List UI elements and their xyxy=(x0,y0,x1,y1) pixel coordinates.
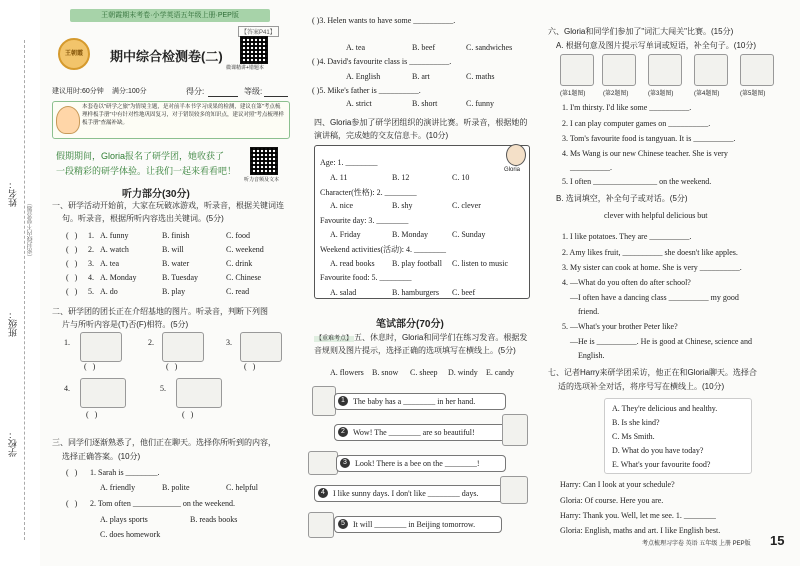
grade-blank xyxy=(264,96,288,97)
c2-q3-b: B. beef xyxy=(412,43,436,52)
s6-picture-2 xyxy=(602,54,636,86)
page-title: 期中综合检测卷(二) xyxy=(110,49,223,64)
card-day-b: B. Monday xyxy=(392,230,428,239)
s6-picture-5 xyxy=(740,54,774,86)
answer-tag: 【答案P41】 xyxy=(238,26,279,37)
s2-item5-num: 5. xyxy=(160,384,166,393)
s1-row3-num: 3. xyxy=(88,259,94,268)
section5-title xyxy=(314,332,527,343)
s3-q1-a: A. friendly xyxy=(100,483,136,492)
s1-row5-c: C. read xyxy=(226,287,250,296)
card-character: Character(性格): 2. ________ xyxy=(320,188,417,197)
s5-sentence-2 xyxy=(334,424,514,441)
s7-option-e: E. What's your favourite food? xyxy=(612,460,711,469)
page-number: 15 xyxy=(770,533,785,548)
s5-num-4: 4 xyxy=(318,488,328,498)
intro-character xyxy=(56,106,80,134)
s6-pic-label-1: (第1题图) xyxy=(560,91,586,97)
s6b-item-4c: friend. xyxy=(578,307,600,316)
s5-text-1: The baby has a ________ in her hand. xyxy=(353,397,476,406)
s5-sentence-1 xyxy=(334,393,506,410)
s6a-item-3: 3. Tom's favourite food is tangyuan. It is __________. xyxy=(562,134,736,143)
s1-row4-a: A. Monday xyxy=(100,273,137,282)
s1-row5-a: A. do xyxy=(100,287,118,296)
s6-picture-4 xyxy=(694,54,728,86)
s7-dialogue-3: Harry: Thank you. Well, let me see. 1. ________ xyxy=(560,511,716,520)
section7-title-2: 适的选项补全对话，将序号写在横线上。(10分) xyxy=(558,382,725,391)
s2-item2-bracket[interactable]: ( ) xyxy=(166,362,178,371)
s1-row5-bracket[interactable]: ( ) xyxy=(66,287,78,296)
s1-row1-b: B. finish xyxy=(162,231,190,240)
gloria-avatar xyxy=(506,144,526,166)
s7-option-b: B. Is she kind? xyxy=(612,418,660,427)
section5-title-2: 音规则及图片提示，选择正确的选项填写在横线上。(5分) xyxy=(314,346,516,355)
s5-text-2: Wow! The ________ are so beautiful! xyxy=(353,428,475,437)
gloria-label: Gloria xyxy=(504,167,521,173)
s7-dialogue-1: Harry: Can I look at your schedule? xyxy=(560,480,675,489)
s6b-word-bank: clever with helpful delicious but xyxy=(604,211,708,220)
s5-num-1: 1 xyxy=(338,396,348,406)
s7-dialogue-2: Gloria: Of course. Here you are. xyxy=(560,496,664,505)
s3-q1-bracket[interactable]: ( ) xyxy=(66,468,78,477)
s6a-item-4b: __________. xyxy=(570,163,612,172)
section7-title: 七、记者Harry来研学团采访，他正在和Gloria聊天。选择合 xyxy=(548,368,757,377)
s1-row3-bracket[interactable]: ( ) xyxy=(66,259,78,268)
full-score: 满分:100分 xyxy=(112,88,147,95)
section2-title: 二、研学团的团长正在介绍基地的图片。听录音，判断下列图 xyxy=(52,307,268,316)
time-limit: 建议用时:60分钟 xyxy=(52,88,104,95)
listening-heading: 听力部分(30分) xyxy=(122,189,190,200)
s1-row4-num: 4. xyxy=(88,273,94,282)
s5-num-2: 2 xyxy=(338,427,348,437)
story-line-2: 一段精彩的研学体验。让我们一起来看看吧！ xyxy=(56,166,237,176)
card-character-b: B. shy xyxy=(392,201,413,210)
s5-text-5: It will ________ in Beijing tomorrow. xyxy=(353,520,476,529)
c2-q4-a: A. English xyxy=(346,72,381,81)
c2-q4-c: C. maths xyxy=(466,72,495,81)
s5-text-3: Look! There is a bee on the ________! xyxy=(355,459,480,468)
score-label: 得分: xyxy=(186,87,205,96)
card-activities-a: A. read books xyxy=(330,259,375,268)
s5-num-3: 3 xyxy=(340,458,350,468)
section6-part-b: B. 选词填空，补全句子或对话。(5分) xyxy=(556,194,688,203)
s6b-item-5b: —He is __________. He is good at Chinese, science and xyxy=(570,337,752,346)
c2-q4: ( )4. David's favourite class is __________. xyxy=(312,57,452,66)
section3-title-2: 选择正确答案。(10分) xyxy=(62,452,141,461)
footer-text: 考点梳理习字卷 英语 五年级 上册 PEP版 xyxy=(642,541,751,547)
s1-row4-c: C. Chinese xyxy=(226,273,262,282)
s2-item3-num: 3. xyxy=(226,338,232,347)
card-character-c: C. clever xyxy=(452,201,481,210)
s1-row1-c: C. food xyxy=(226,231,250,240)
s3-q2-b: B. reads books xyxy=(190,515,238,524)
binding-school-label: 学校： xyxy=(8,430,18,457)
s1-row5-b: B. play xyxy=(162,287,186,296)
card-activities-c: C. listen to music xyxy=(452,259,508,268)
s6b-item-5: 5. —What's your brother Peter like? xyxy=(562,322,678,331)
s5-option-d: D. windy xyxy=(448,368,478,377)
card-day-a: A. Friday xyxy=(330,230,361,239)
s2-item3-bracket[interactable]: ( ) xyxy=(244,362,256,371)
s7-dialogue-4: Gloria: English, maths and art. I like English best. xyxy=(560,526,721,535)
s5-sentence-5 xyxy=(334,516,502,533)
c2-q5-a: A. strict xyxy=(346,99,372,108)
card-food-c: C. beef xyxy=(452,288,476,297)
header-qr-code xyxy=(240,36,268,64)
s2-picture-3 xyxy=(240,332,282,362)
c2-q3-c: C. sandwiches xyxy=(466,43,513,52)
s1-row1-a: A. funny xyxy=(100,231,129,240)
s2-item5-bracket[interactable]: ( ) xyxy=(182,410,194,419)
s1-row2-b: B. will xyxy=(162,245,184,254)
s5-picture-2 xyxy=(502,414,528,446)
story-line-1: 假期期间，Gloria报名了研学团，她收获了 xyxy=(56,151,225,161)
s5-option-c: C. sheep xyxy=(410,368,438,377)
s5-picture-4 xyxy=(500,476,528,504)
card-food: Favourite food: 5. ________ xyxy=(320,273,412,282)
s2-item4-bracket[interactable]: ( ) xyxy=(86,410,98,419)
s3-q2-a: A. plays sports xyxy=(100,515,148,524)
section1-title: 一、研学活动开始前，大家在玩破冰游戏，听录音，根据关键词连 xyxy=(52,201,284,210)
s1-row2-c: C. weekend xyxy=(226,245,264,254)
c2-q3-a: A. tea xyxy=(346,43,366,52)
score-blank xyxy=(208,96,238,97)
s2-picture-1 xyxy=(80,332,122,362)
s5-option-e: E. candy xyxy=(486,368,514,377)
card-day-c: C. Sunday xyxy=(452,230,486,239)
s1-row2-a: A. watch xyxy=(100,245,129,254)
s6-pic-label-5: (第5题图) xyxy=(740,91,766,97)
section6-part-a: A. 根据句意及图片提示写单词或短语，补全句子。(10分) xyxy=(556,41,757,50)
s6-pic-label-3: (第3题图) xyxy=(648,91,674,97)
s6b-item-4: 4. —What do you often do after school? xyxy=(562,278,691,287)
s1-row2-num: 2. xyxy=(88,245,94,254)
s1-row1-num: 1. xyxy=(88,231,94,240)
s1-row4-bracket[interactable]: ( ) xyxy=(66,273,78,282)
s6-pic-label-2: (第2题图) xyxy=(603,91,629,97)
s5-option-b: B. snow xyxy=(372,368,399,377)
s3-q1-c: C. helpful xyxy=(226,483,258,492)
margin-strip xyxy=(0,0,40,566)
card-food-b: B. hamburgers xyxy=(392,288,439,297)
s2-picture-5 xyxy=(176,378,222,408)
card-activities: Weekend activities(活动): 4. ________ xyxy=(320,245,446,254)
s5-sentence-3 xyxy=(336,455,506,472)
card-age-c: C. 10 xyxy=(452,173,470,182)
s6-pic-label-4: (第4题图) xyxy=(694,91,720,97)
s3-q1-b: B. polite xyxy=(162,483,190,492)
s5-text-4: I like sunny days. I don't like ________ days. xyxy=(333,489,479,498)
s6-picture-1 xyxy=(560,54,594,86)
c2-q3: ( )3. Helen wants to have some __________. xyxy=(312,16,456,25)
section4-title-2: 演讲稿，完成她的交友信息卡。(10分) xyxy=(314,131,449,140)
s5-picture-1 xyxy=(312,386,336,416)
s1-row3-a: A. tea xyxy=(100,259,120,268)
s3-q2: 2. Tom often ____________ on the weekend. xyxy=(90,499,236,508)
s7-option-a: A. They're delicious and healthy. xyxy=(612,404,718,413)
header-banner: 王朝霞期末考卷·小学英语五年级上册·PEP版 xyxy=(70,9,270,22)
s6b-item-2: 2. Amy likes fruit, __________ she doesn't like apples. xyxy=(562,248,738,257)
s2-item4-num: 4. xyxy=(64,384,70,393)
s1-row3-b: B. water xyxy=(162,259,190,268)
s6b-item-3: 3. My sister can cook at home. She is very __________. xyxy=(562,263,742,272)
s6a-item-4: 4. Ms Wang is our new Chinese teacher. She is very xyxy=(562,149,728,158)
s5-picture-3 xyxy=(308,451,338,475)
s2-item2-num: 2. xyxy=(148,338,154,347)
binding-name-label: 姓名： xyxy=(8,180,18,207)
card-day: Favourite day: 3. ________ xyxy=(320,216,409,225)
section3-title: 三、同学们逐渐熟悉了，他们正在聊天。选择你所听到的内容， xyxy=(52,438,276,447)
s6a-item-1: 1. I'm thirsty. I'd like some __________. xyxy=(562,103,692,112)
intro-text: 本套卷以"研学之旅"为情境主题，是对前半本书学习成果的检测，建议在第"考点梳理样板手册"中有针对性地巩固复习，对于错误较多的知识点，建议对照"考点梳理样板手册"查漏补缺。 xyxy=(82,104,284,126)
s6b-item-4b: —I often have a dancing class __________ my good xyxy=(570,293,739,302)
card-activities-b: B. play football xyxy=(392,259,442,268)
section1-title-2: 句。听录音，根据所听内容选出关键词。(5分) xyxy=(62,214,224,223)
s2-item1-num: 1. xyxy=(64,338,70,347)
section2-title-2: 片与所听内容是(T)否(F)相符。(5分) xyxy=(62,320,189,329)
audio-qr-caption: 听力音频及文本 xyxy=(244,177,280,183)
grade-label: 等级: xyxy=(244,87,263,96)
c2-q5-c: C. funny xyxy=(466,99,494,108)
s6b-item-5c: English. xyxy=(578,351,605,360)
s6b-item-1: 1. I like potatoes. They are __________. xyxy=(562,232,692,241)
s3-q2-bracket[interactable]: ( ) xyxy=(66,499,78,508)
s6a-item-2: 2. I can play computer games on __________. xyxy=(562,119,711,128)
s1-row1-bracket[interactable]: ( ) xyxy=(66,231,78,240)
section4-title: 四、Gloria参加了研学团组织的演讲比赛。听录音，根据她的 xyxy=(314,118,528,127)
header-qr-caption: 微课精讲+错题本 xyxy=(226,65,264,71)
c2-q4-b: B. art xyxy=(412,72,430,81)
s1-row4-b: B. Tuesday xyxy=(162,273,199,282)
s7-option-d: D. What do you have today? xyxy=(612,446,704,455)
binding-class-label: 班级： xyxy=(8,310,18,337)
card-age: Age: 1. ________ xyxy=(320,158,378,167)
c2-q5-b: B. short xyxy=(412,99,438,108)
s7-option-c: C. Ms Smith. xyxy=(612,432,655,441)
card-age-a: A. 11 xyxy=(330,173,348,182)
s1-row2-bracket[interactable]: ( ) xyxy=(66,245,78,254)
seal-line xyxy=(24,40,25,540)
s6a-item-5: 5. I often ________________ on the weekend. xyxy=(562,177,712,186)
section6-title: 六、Gloria和同学们参加了"词汇大闯关"比赛。(15分) xyxy=(548,27,734,36)
s2-picture-4 xyxy=(80,378,126,408)
card-age-b: B. 12 xyxy=(392,173,410,182)
s2-item1-bracket[interactable]: ( ) xyxy=(84,362,96,371)
s3-q1: 1. Sarah is ________. xyxy=(90,468,160,477)
s1-row3-c: C. drink xyxy=(226,259,253,268)
card-character-a: A. nice xyxy=(330,201,354,210)
s3-q2-c: C. does homework xyxy=(100,530,161,539)
s1-row5-num: 5. xyxy=(88,287,94,296)
s6-picture-3 xyxy=(648,54,682,86)
s5-option-a: A. flowers xyxy=(330,368,364,377)
writing-heading: 笔试部分(70分) xyxy=(376,319,444,330)
c2-q5: ( )5. Mike's father is __________. xyxy=(312,86,421,95)
audio-qr-code xyxy=(250,147,278,175)
s5-sentence-4 xyxy=(314,485,510,502)
s5-picture-5 xyxy=(308,512,334,538)
logo-badge: 王朝霞 xyxy=(58,38,90,70)
seal-note: （密封线内不要答题） xyxy=(28,200,34,260)
card-food-a: A. salad xyxy=(330,288,357,297)
section5-title-text: 五、休息时，Gloria和同学们在练习发音。根据发 xyxy=(354,333,528,342)
s5-num-5: 5 xyxy=(338,519,348,529)
section5-tag: 【重难考点】 xyxy=(316,336,353,342)
s2-picture-2 xyxy=(162,332,204,362)
